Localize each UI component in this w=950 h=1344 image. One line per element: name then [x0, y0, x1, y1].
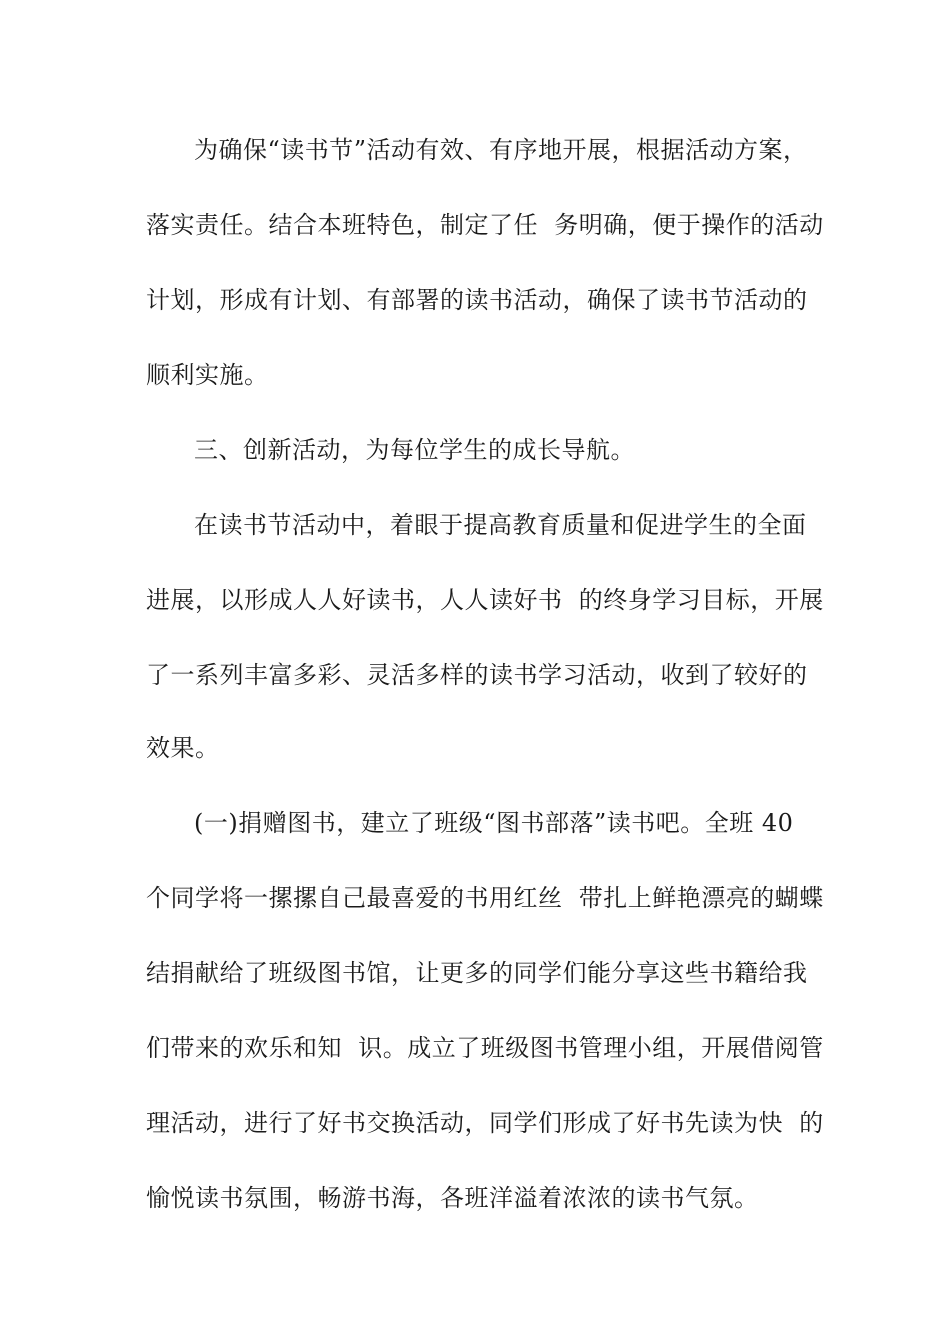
text-line-15: 愉悦读书氛围，畅游书海，各班洋溢着浓浓的读书气氛。 — [146, 1184, 759, 1212]
text-line-3: 计划，形成有计划、有部署的读书活动，确保了读书节活动的 — [146, 286, 808, 314]
text-line-7: 进展，以形成人人好读书，人人读好书 的终身学习目标，开展 — [146, 586, 824, 614]
text-line-4: 顺利实施。 — [146, 361, 269, 389]
text-line-6: 在读书节活动中，着眼于提高教育质量和促进学生的全面 — [194, 511, 807, 539]
text-line-14: 理活动，进行了好书交换活动，同学们形成了好书先读为快 的 — [146, 1109, 824, 1137]
subsection-line-1: (一)捐赠图书，建立了班级“图书部落”读书吧。全班 40 — [194, 809, 794, 837]
text-line-9: 效果。 — [146, 734, 220, 762]
text-line-2: 落实责任。结合本班特色，制定了任 务明确，便于操作的活动 — [146, 211, 824, 239]
text-line-1: 为确保“读书节”活动有效、有序地开展，根据活动方案， — [194, 136, 808, 164]
text-line-11: 个同学将一摞摞自己最喜爱的书用红丝 带扎上鲜艳漂亮的蝴蝶 — [146, 884, 824, 912]
text-line-12: 结捐献给了班级图书馆，让更多的同学们能分享这些书籍给我 — [146, 959, 808, 987]
text-line-8: 了一系列丰富多彩、灵活多样的读书学习活动，收到了较好的 — [146, 661, 808, 689]
text-line-13: 们带来的欢乐和知 识。成立了班级图书管理小组，开展借阅管 — [146, 1034, 824, 1062]
section-heading: 三、创新活动，为每位学生的成长导航。 — [194, 436, 635, 464]
